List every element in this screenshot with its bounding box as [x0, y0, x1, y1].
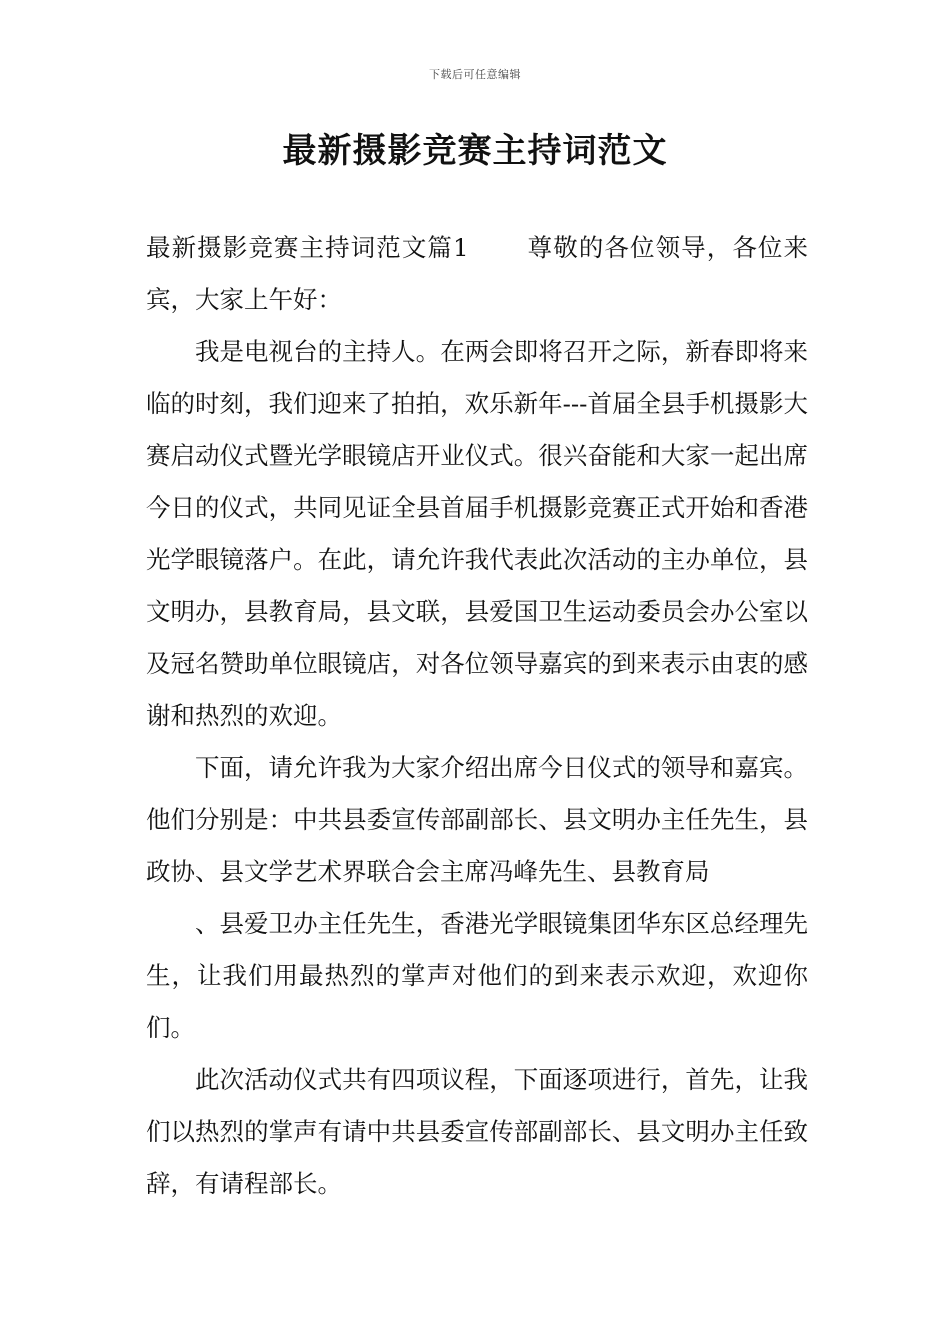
body-paragraph: 、县爱卫办主任先生，香港光学眼镜集团华东区总经理先生，让我们用最热烈的掌声对他们的到来表示欢迎，欢迎你们。: [146, 909, 808, 1042]
body-paragraph: 下面，请允许我为大家介绍出席今日仪式的领导和嘉宾。他们分别是：中共县委宣传部副部长、县文明办主任先生，县政协、县文学艺术界联合会主席冯峰先生、县教育局: [146, 753, 808, 886]
salutation: 尊敬的各位领导，各位来宾，大家上午好：: [146, 233, 809, 314]
body-paragraph: 此次活动仪式共有四项议程，下面逐项进行，首先，让我们以热烈的掌声有请中共县委宣传部副部长、县文明办主任致辞，有请程部长。: [146, 1065, 808, 1198]
intro-paragraph: [146, 222, 808, 326]
section-heading: 最新摄影竞赛主持词范文篇1: [146, 233, 469, 262]
document-body: [146, 222, 808, 1210]
body-paragraph: 我是电视台的主持人。在两会即将召开之际，新春即将来临的时刻，我们迎来了拍拍，欢乐新年---首届全县手机摄影大赛启动仪式暨光学眼镜店开业仪式。很兴奋能和大家一起出席今日的仪式，共同见证全县首届手机摄影竞赛正式开始和香港光学眼镜落户。在此，请允许我代表此次活动的主办单位，县文明办，县教育局，县文联，县爱国卫生运动委员会办公室以及冠名赞助单位眼镜店，对各位领导嘉宾的到来表示由衷的感谢和热烈的欢迎。: [146, 337, 808, 730]
page-header-note: 下载后可任意编辑: [429, 68, 521, 81]
document-title: 最新摄影竞赛主持词范文: [282, 131, 668, 171]
